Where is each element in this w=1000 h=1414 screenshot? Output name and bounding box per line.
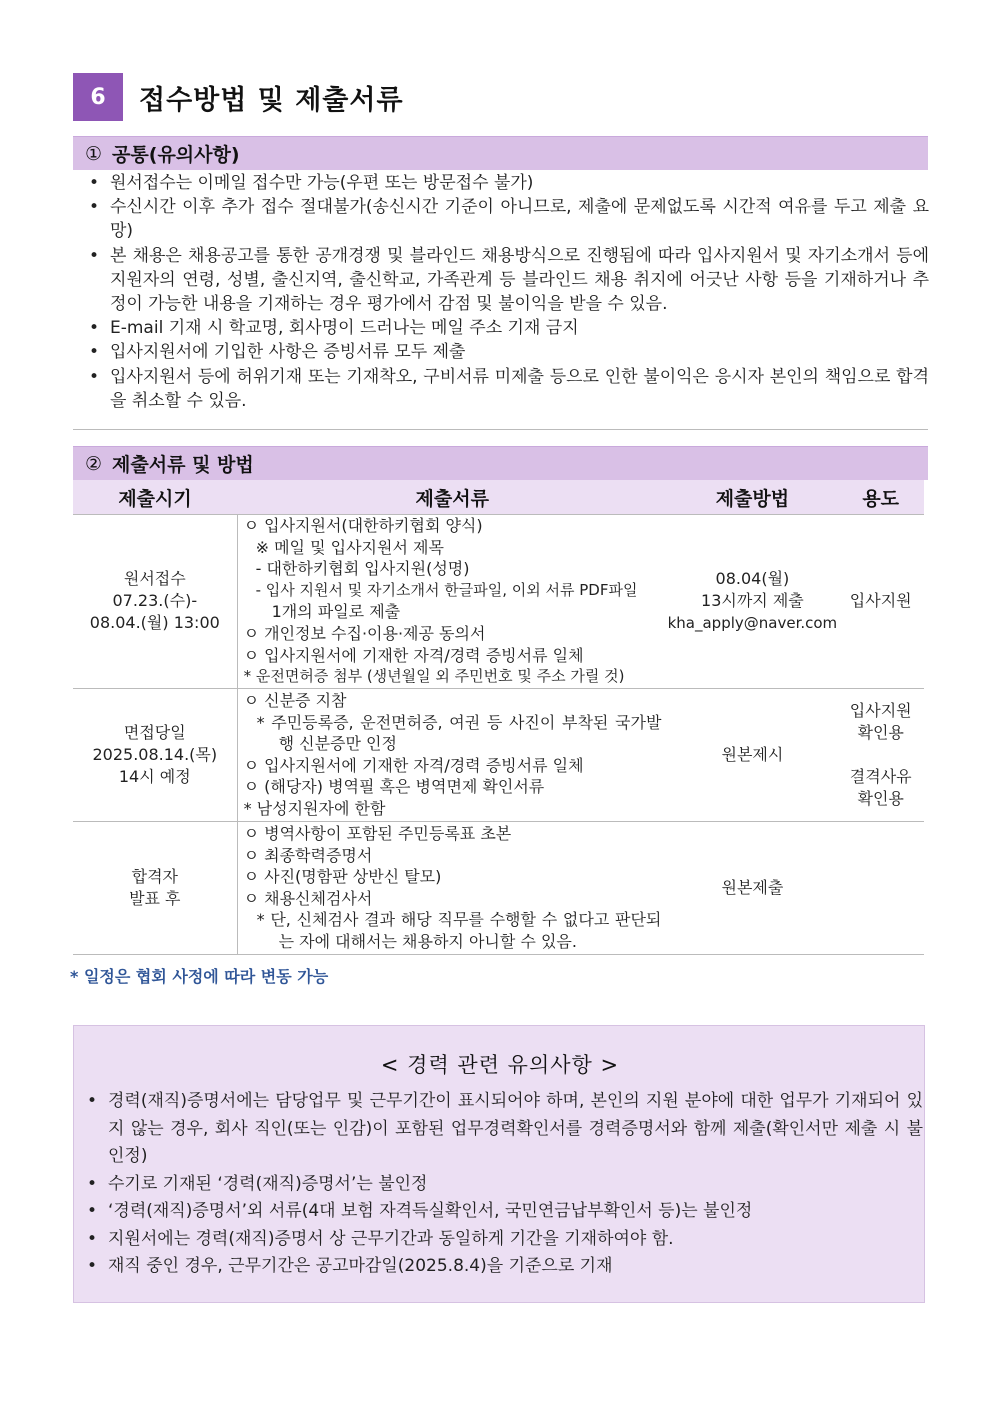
table-row (73, 515, 924, 689)
divider (73, 429, 928, 430)
method-cell: 원본제출 (667, 821, 837, 954)
method-cell: 08.04(월) 13시까지 제출 kha_apply@naver.com (667, 515, 837, 689)
docs-cell: ㅇ 입사지원서(대한하키협회 양식) ※ 메일 및 입사지원서 제목 - 대한하키협회 입사지원(성명) - 입사 지원서 및 자기소개서 한글파일, 이외 서류 PDF파일 1개의 파일로 제출 ㅇ 개인정보 수집·이용·제공 동의서 ㅇ 입사지원서에 기재한 자격/경력 증빙서류 일체 * 운전면허증 첨부 (생년월일 외 주민번호 및 주소 가릴 것) (237, 515, 667, 689)
circle-number-1: ① (85, 142, 103, 165)
table-row (73, 821, 924, 954)
column-header-use: 용도 (837, 480, 924, 515)
column-header-period: 제출시기 (73, 480, 237, 515)
list-item: • 수신시간 이후 추가 접수 절대불가(송신시간 기준이 아니므로, 제출에 문제없도록 시간적 여유를 두고 제출 요망) (89, 197, 929, 242)
documents-title: 제출서류 및 방법 (112, 454, 254, 476)
period-cell: 원서접수 07.23.(수)- 08.04.(월) 13:00 (73, 515, 237, 689)
bullet: • (87, 1173, 98, 1194)
career-notes-title: < 경력 관련 유의사항 > (380, 1053, 620, 1077)
docs-cell: ㅇ 신분증 지참 * 주민등록증, 운전면허증, 여권 등 사진이 부착된 국가발행 신분증만 인정 ㅇ 입사지원서에 기재한 자격/경력 증빙서류 일체 ㅇ (해당자) 병역필 혹은 병역면제 확인서류 * 남성지원자에 한함 (237, 688, 667, 821)
list-item: • 수기로 기재된 ‘경력(재직)증명서’는 불인정 (87, 1171, 923, 1199)
list-item: • 재직 중인 경우, 근무기간은 공고마감일(2025.8.4)을 기준으로 기재 (87, 1253, 923, 1281)
list-item: • 지원서에는 경력(재직)증명서 상 근무기간과 동일하게 기간을 기재하여야 함. (87, 1226, 923, 1254)
schedule-note: * 일정은 협회 사정에 따라 변동 가능 (70, 967, 329, 986)
bullet: • (87, 1228, 98, 1249)
bullet: • (87, 1256, 98, 1276)
common-notes-header (73, 136, 928, 170)
docs-cell: ㅇ 병역사항이 포함된 주민등록표 초본 ㅇ 최종학력증명서 ㅇ 사진(명함판 상반신 탈모) ㅇ 채용신체검사서 * 단, 신체검사 결과 해당 직무를 수행할 수 없다고 판단되는 자에 대해서는 채용하지 아니할 수 있음. (237, 821, 667, 954)
section-heading (73, 73, 404, 121)
use-cell: 입사지원 확인용 결격사유 확인용 (837, 688, 924, 821)
column-header-docs: 제출서류 (237, 480, 667, 515)
bullet: • (89, 173, 100, 193)
common-notes-list (89, 171, 929, 413)
section-title: 접수방법 및 제출서류 (139, 84, 404, 116)
bullet: • (87, 1091, 98, 1111)
use-cell (837, 821, 924, 954)
list-item: • 원서접수는 이메일 접수만 가능(우편 또는 방문접수 불가) (89, 171, 929, 195)
bullet: • (89, 366, 100, 387)
common-notes-title: 공통(유의사항) (112, 144, 240, 166)
method-cell: 원본제시 (667, 688, 837, 821)
list-item: • ‘경력(재직)증명서’외 서류(4대 보험 자격득실확인서, 국민연금납부확인서 등)는 불인정 (87, 1198, 923, 1226)
documents-header (73, 446, 928, 480)
use-cell: 입사지원 (837, 515, 924, 689)
bullet: • (87, 1201, 98, 1221)
documents-table (73, 480, 924, 955)
career-notes-list (87, 1088, 923, 1281)
career-notes-box (73, 1025, 925, 1303)
bullet: • (89, 318, 100, 339)
bullet: • (89, 245, 100, 266)
period-cell: 합격자 발표 후 (73, 821, 237, 954)
column-header-method: 제출방법 (667, 480, 837, 515)
list-item: • 본 채용은 채용공고를 통한 공개경쟁 및 블라인드 채용방식으로 진행됨에 따라 입사지원서 및 자기소개서 등에 지원자의 연령, 성별, 출신지역, 출신학교, 가족관계 등 블라인드 채용 취지에 어긋난 사항 등을 기재하거나 추정이 가능한 내용을 기재하는 경우 평가에서 감점 및 불이익을 받을 수 있음. (89, 245, 929, 315)
circle-number-2: ② (85, 452, 103, 475)
list-item: • 입사지원서에 기입한 사항은 증빙서류 모두 제출 (89, 340, 929, 364)
table-row (73, 688, 924, 821)
apply-email: kha_apply@naver.com (667, 614, 838, 633)
list-item: • 입사지원서 등에 허위기재 또는 기재착오, 구비서류 미제출 등으로 인한 불이익은 응시자 본인의 책임으로 합격을 취소할 수 있음. (89, 366, 929, 411)
bullet: • (89, 342, 100, 363)
period-cell: 면접당일 2025.08.14.(목) 14시 예정 (73, 688, 237, 821)
list-item: • E-mail 기재 시 학교명, 회사명이 드러나는 메일 주소 기재 금지 (89, 316, 929, 340)
section-number: 6 (73, 73, 123, 121)
list-item: • 경력(재직)증명서에는 담당업무 및 근무기간이 표시되어야 하며, 본인의 지원 분야에 대한 업무가 기재되어 있지 않는 경우, 회사 직인(또는 인감)이 포함된 업무경력확인서를 경력증명서와 함께 제출(확인서만 제출 시 불인정) (87, 1088, 923, 1171)
table-header-row (73, 480, 924, 515)
bullet: • (89, 197, 100, 218)
